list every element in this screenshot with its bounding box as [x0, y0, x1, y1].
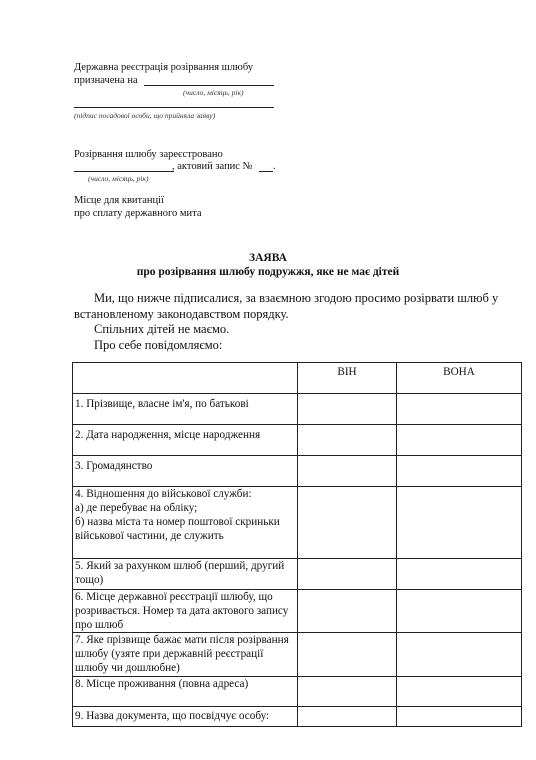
column-she-header: ВОНА [397, 363, 522, 394]
he-residence-field[interactable] [298, 677, 397, 707]
signature-hint: (підпис посадової особи, що прийняла заяву) [74, 111, 216, 120]
table-row [73, 456, 522, 487]
column-he-header: ВІН [298, 363, 397, 394]
scheduled-on-label: призначена на [74, 75, 138, 86]
she-birth-field[interactable] [397, 425, 522, 456]
he-id-document-field[interactable] [298, 707, 397, 727]
divorce-registered-label: Розірвання шлюбу зареєстровано [74, 149, 223, 160]
receipt-place-label: Місце для квитанції [74, 195, 164, 206]
she-citizenship-field[interactable] [397, 456, 522, 487]
registration-scheduled-label: Державна реєстрація розірвання шлюбу [74, 62, 254, 73]
she-marriage-count-field[interactable] [397, 559, 522, 590]
no-children-paragraph: Спільних дітей не маємо. [94, 322, 230, 336]
row-marriage-registration-label: 6. Місце державної реєстрації шлюбу, що розривається. Номер та дата актового запису про шлюб [73, 590, 298, 633]
table-row [73, 559, 522, 590]
row-surname-choice-label: 7. Яке прізвище бажає мати після розірвання шлюбу (узяте при державній реєстрації шлюбу чи дошлюбне) [73, 633, 298, 677]
table-row [73, 590, 522, 633]
date-hint-2: (число, місяць, рік) [88, 174, 149, 183]
consent-paragraph: Ми, що нижче підписалися, за взаємною згодою просимо розірвати шлюб у встановленому законодавством порядку. [74, 291, 499, 321]
official-signature-field[interactable] [74, 107, 274, 108]
document-subtitle: про розірвання шлюбу подружжя, яке не має дітей [136, 266, 400, 278]
table-header-row [73, 363, 522, 394]
row-marriage-count-label: 5. Який за рахунком шлюб (перший, другий тощо) [73, 559, 298, 590]
row-citizenship-label: 3. Громадянство [73, 456, 298, 487]
he-marriage-count-field[interactable] [298, 559, 397, 590]
row-military-label: 4. Відношення до військової служби: а) де перебуває на обліку; б) назва міста та номер поштової скриньки військової частини, де служить [73, 487, 298, 559]
he-birth-field[interactable] [298, 425, 397, 456]
she-military-field[interactable] [397, 487, 522, 559]
he-citizenship-field[interactable] [298, 456, 397, 487]
table-row [73, 677, 522, 707]
state-duty-label: про сплату державного мита [74, 208, 202, 219]
table-row [73, 425, 522, 456]
row-birth-label: 2. Дата народження, місце народження [73, 425, 298, 456]
she-marriage-registration-field[interactable] [397, 590, 522, 633]
table-row [73, 633, 522, 677]
he-surname-choice-field[interactable] [298, 633, 397, 677]
he-military-field[interactable] [298, 487, 397, 559]
table-row [73, 394, 522, 425]
row-residence-label: 8. Місце проживання (повна адреса) [73, 677, 298, 707]
table-corner-cell [73, 363, 298, 394]
table-row [73, 707, 522, 727]
act-record-number-field[interactable] [259, 171, 273, 172]
applicants-info-table [72, 362, 522, 727]
document-title: ЗАЯВА [249, 252, 287, 264]
she-residence-field[interactable] [397, 677, 522, 707]
date-hint: (число, місяць, рік) [183, 88, 244, 97]
table-row [73, 487, 522, 559]
act-record-label: , актовий запис № [172, 161, 253, 172]
scheduled-date-field[interactable] [144, 85, 274, 86]
registered-date-field[interactable] [74, 171, 174, 172]
he-marriage-registration-field[interactable] [298, 590, 397, 633]
she-surname-choice-field[interactable] [397, 633, 522, 677]
he-full-name-field[interactable] [298, 394, 397, 425]
she-full-name-field[interactable] [397, 394, 522, 425]
row-id-document-label: 9. Назва документа, що посвідчує особу: [73, 707, 298, 727]
about-us-paragraph: Про себе повідомляємо: [94, 338, 223, 352]
she-id-document-field[interactable] [397, 707, 522, 727]
row-full-name-label: 1. Прізвище, власне ім'я, по батькові [73, 394, 298, 425]
act-record-end: . [273, 161, 276, 172]
